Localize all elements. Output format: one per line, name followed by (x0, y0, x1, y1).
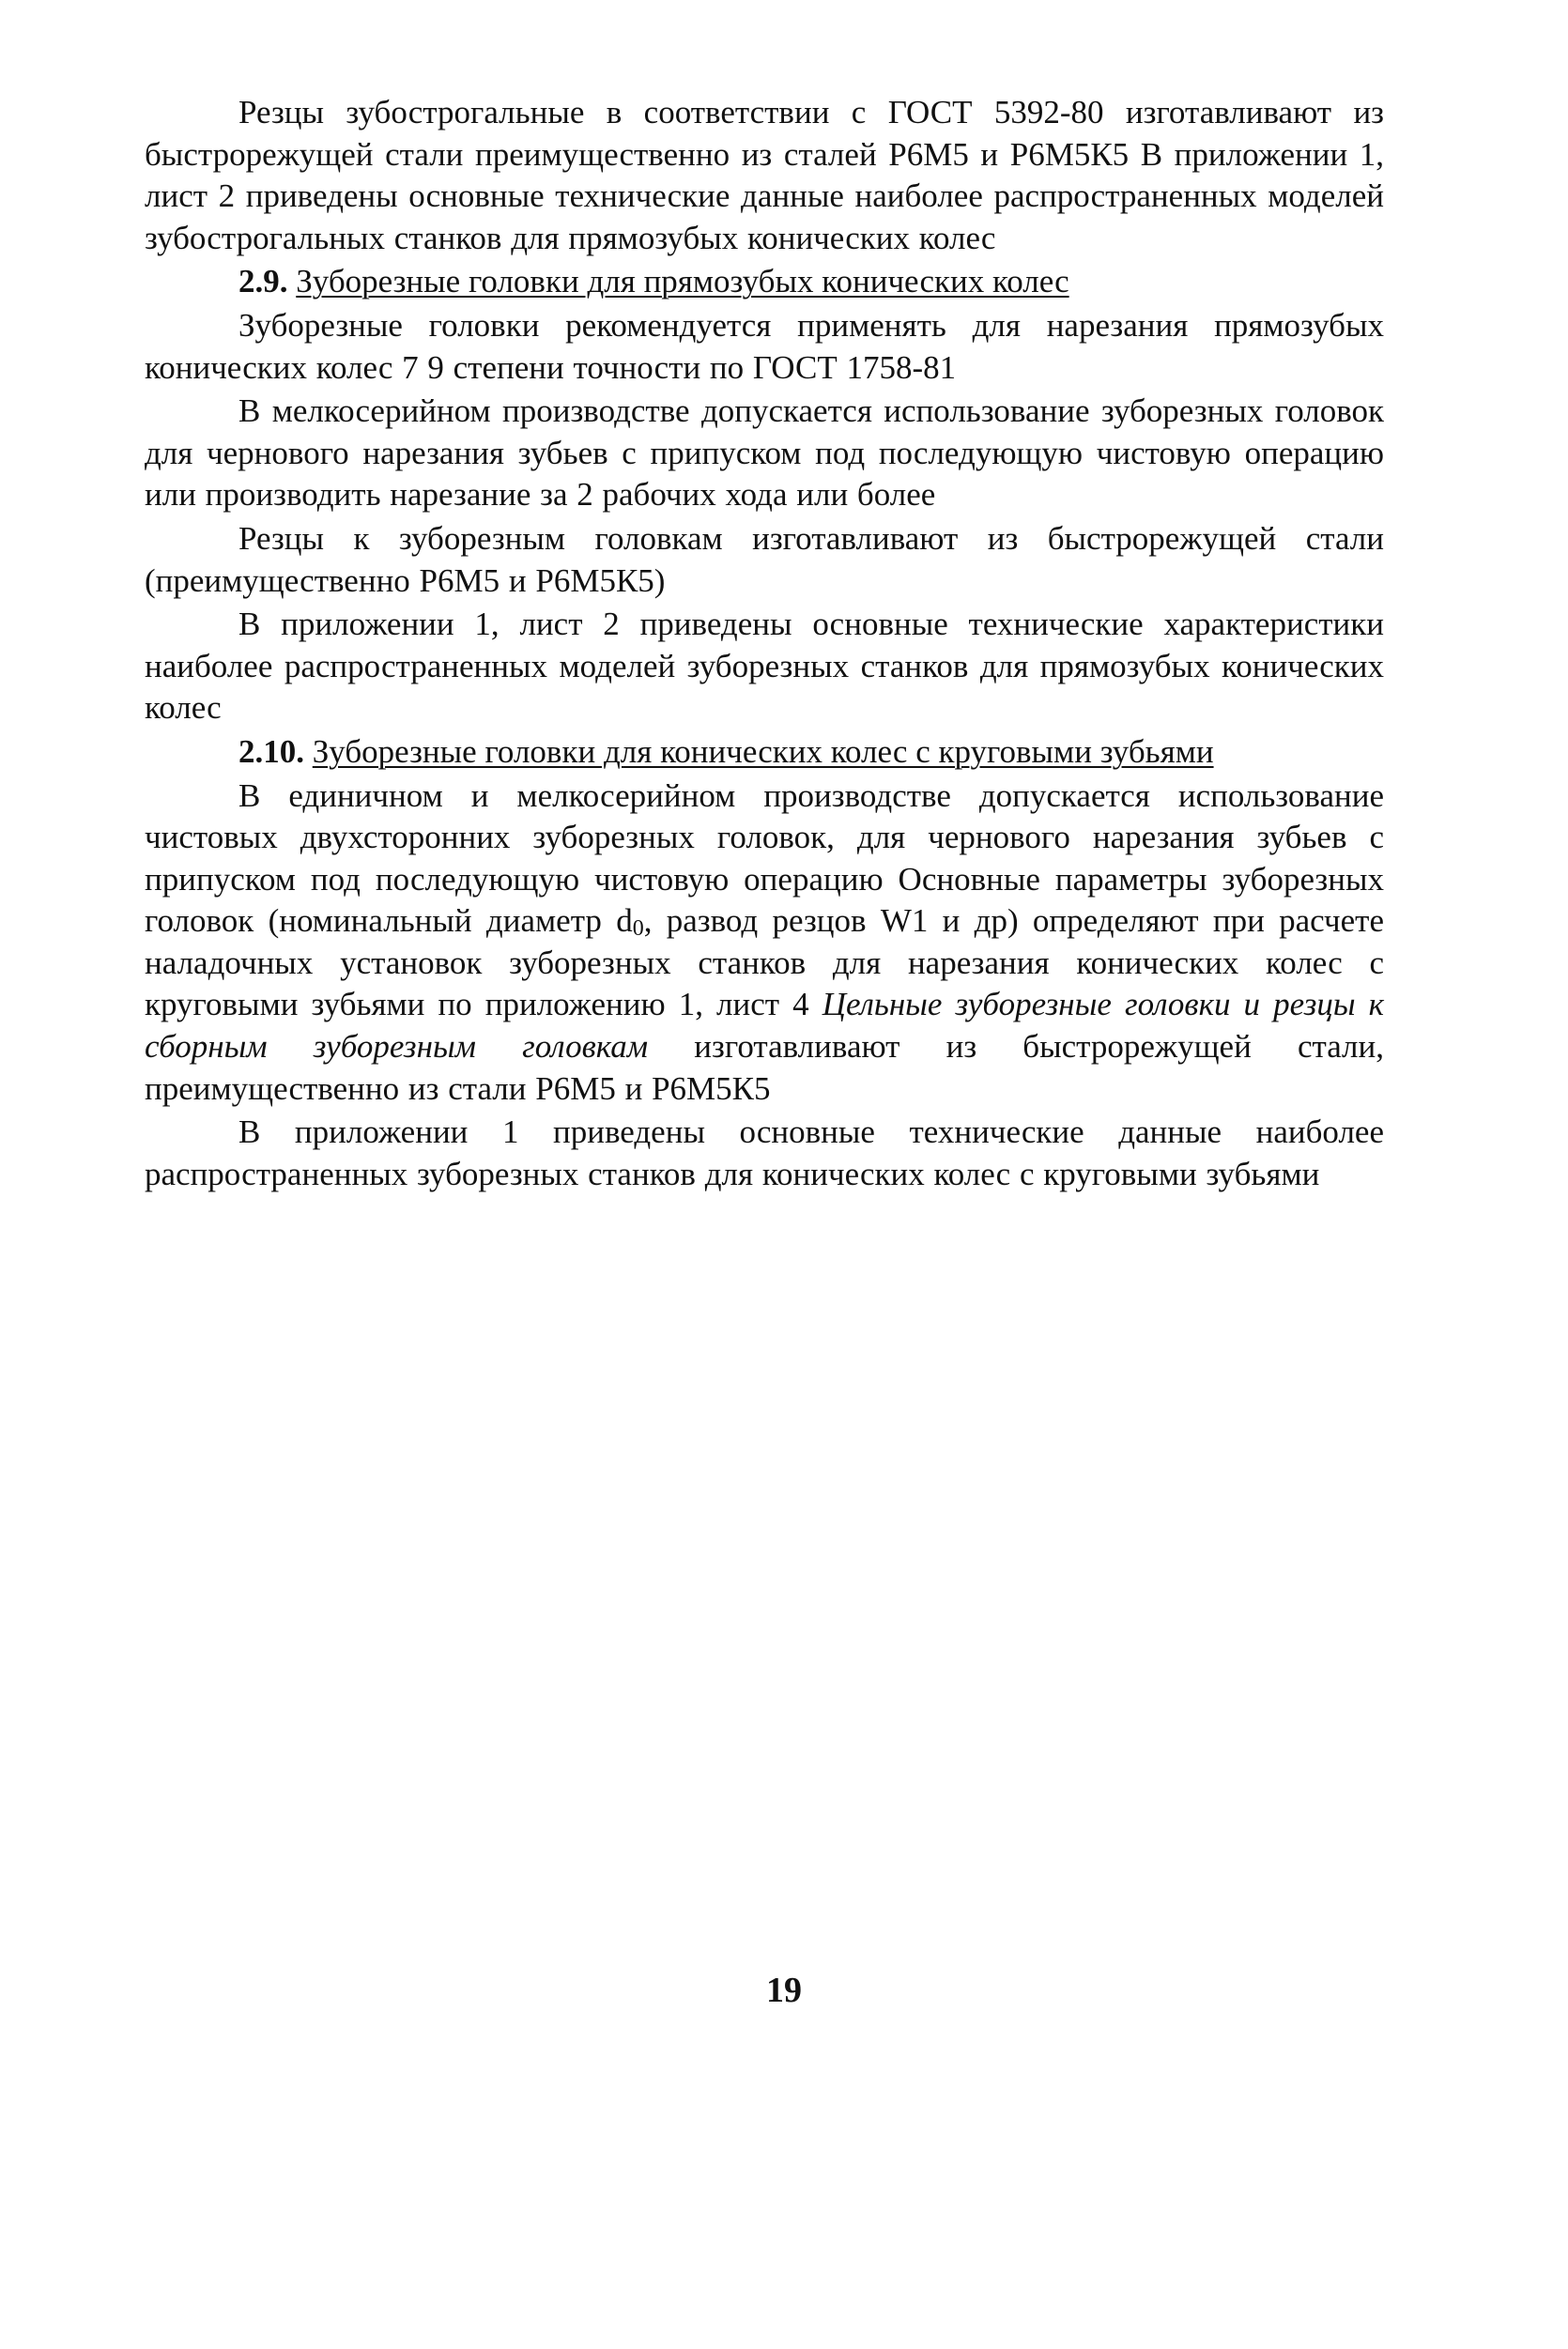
paragraph-italic-fragment: Цельные зуборезные головки и резцы к сборным зуборезным головкам (145, 986, 1384, 1066)
paragraph-appendix-reference: В приложении 1, лист 2 приведены основные технические характеристики наиболее распространенных моделей зуборезных станков для прямозубых конических колес (145, 606, 1384, 727)
section-heading-2-10 (145, 731, 1384, 774)
paragraph-gear-planing-cutters: Резцы зубострогальные в соответствии с ГОСТ 5392-80 изготавливают из быстрорежущей стали преимущественно из сталей Р6М5 и Р6М5К5 В приложении 1, лист 2 приведены основные технические данные наиболее распространенных моделей зубострогальных станков для прямозубых конических колес (145, 94, 1384, 256)
paragraph-spiral-bevel-cutter-heads (145, 775, 1384, 1111)
document-body (145, 92, 1384, 1197)
paragraph-appendix-machines: В приложении 1 приведены основные технические данные наиболее распространенных зуборезных станков для конических колес с круговыми зубьями (145, 1113, 1384, 1192)
paragraph-small-batch-production: В мелкосерийном производстве допускается использование зуборезных головок для чернового нарезания зубьев с припуском под последующую чистовую операцию или производить нарезание за 2 рабочих хода или более (145, 392, 1384, 514)
section-heading-2-9 (145, 261, 1384, 303)
paragraph-cutter-material: Резцы к зуборезным головкам изготавливают из быстрорежущей стали (преимущественно Р6М5 и Р6М5К5) (145, 519, 1384, 599)
paragraph-text-part-c: изготавливают из быстрорежущей стали, преимущественно из стали Р6М5 и Р6М5К5 (145, 1028, 1385, 1107)
paragraph-cutter-heads-application: Зуборезные головки рекомендуется применять для нарезания прямозубых конических колес 7 9 степени точности по ГОСТ 1758-81 (145, 306, 1384, 386)
paragraph-text-part-b: , развод резцов W1 и др) определяют при расчете наладочных установок зуборезных станков для нарезания конических колес с круговыми зубьями по приложению 1, лист 4 (145, 902, 1384, 1023)
page-number: 19 (766, 1971, 802, 2010)
paragraph-text-part-a: В единичном и мелкосерийном производстве допускается использование чистовых двухсторонних зуборезных головок, для чернового нарезания зубьев с припуском под последующую чистовую операцию Основные параметры зуборезных головок (номинальный диаметр d (145, 776, 1384, 940)
section-number-2-10: 2.10. (238, 732, 304, 770)
section-title-2-10: Зуборезные головки для конических колес с круговыми зубьями (312, 732, 1214, 770)
section-number-2-9: 2.9. (238, 263, 288, 300)
subscript-zero: 0 (632, 916, 644, 942)
section-title-2-9: Зуборезные головки для прямозубых конических колес (296, 263, 1069, 300)
